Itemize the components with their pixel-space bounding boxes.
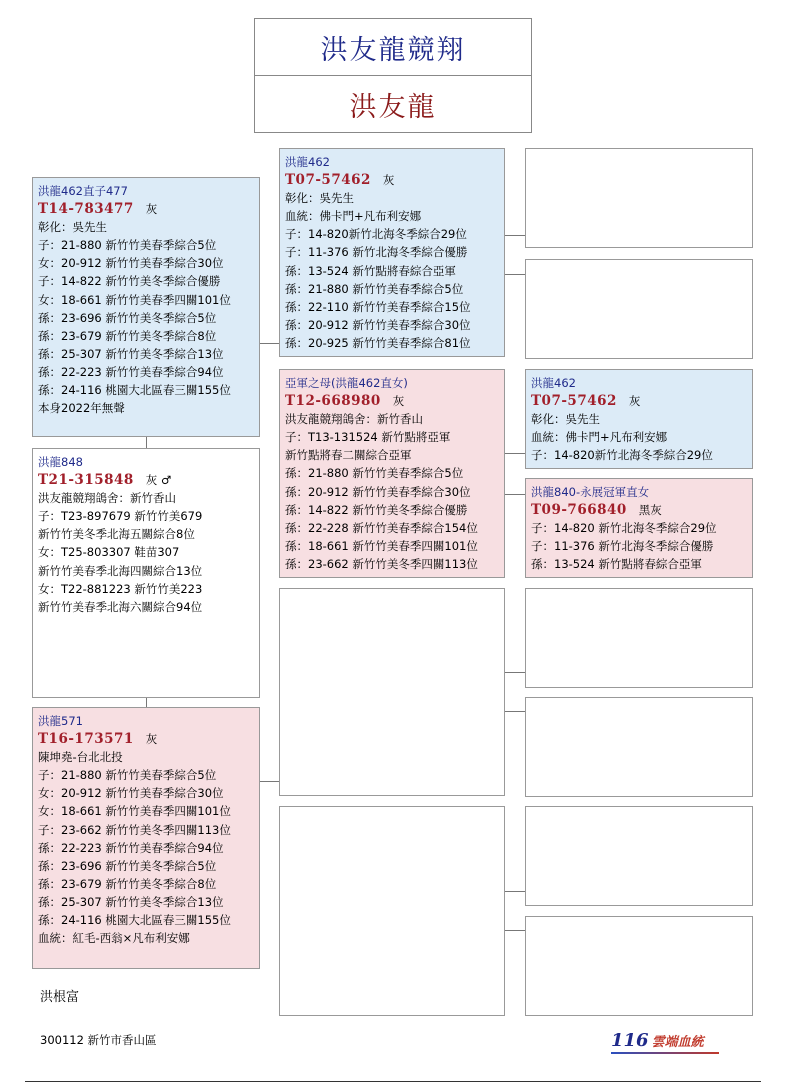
info-line: 孫：23-696 新竹竹美冬季綜合5位: [38, 858, 217, 873]
info-line: 新竹點將春二關綜合亞軍: [285, 448, 412, 463]
info-line: 女：20-912 新竹竹美春季綜合30位: [38, 786, 224, 801]
info-line: 孫：22-110 新竹竹美春季綜合15位: [285, 299, 471, 314]
dam-sire-card: [525, 369, 753, 469]
info-line: 彰化：吳先生: [285, 191, 354, 206]
dam-dam-color: 黑灰: [638, 503, 662, 518]
empty-card-1: [525, 588, 753, 688]
connector: [505, 930, 525, 931]
logo-number: 116: [611, 1030, 649, 1051]
info-line: 孫：18-661 新竹竹美春季四關101位: [285, 538, 478, 553]
info-line: 孫：22-223 新竹竹美春季綜合94位: [38, 364, 224, 379]
breeder-name: 洪根富: [40, 990, 80, 1005]
info-line: 陳坤堯-台北北投: [38, 750, 123, 765]
sire-card: [279, 148, 505, 357]
sire-lines: [285, 189, 504, 352]
empty-card-2: [525, 697, 753, 797]
connector: [146, 698, 147, 707]
info-line: 子：14-820新竹北海冬季綜合29位: [531, 448, 713, 463]
info-line: 孫：20-912 新竹竹美春季綜合30位: [285, 484, 471, 499]
connector: [505, 274, 525, 275]
sire-color: 灰: [382, 173, 395, 188]
info-line: 洪友龍競翔鴿舍：新竹香山: [285, 412, 423, 427]
pigeon-reg: T14-783477: [38, 201, 134, 218]
pigeon-lines: [38, 218, 259, 417]
mate-card: [32, 448, 260, 698]
sire-dam-card: [525, 259, 753, 359]
info-line: 血統：紅毛-西翁×凡布利安娜: [38, 931, 190, 946]
mate-name: 洪龍848: [38, 455, 83, 469]
info-line: 孫：14-822 新竹竹美冬季綜合優勝: [285, 502, 468, 517]
sire-sire-card: [525, 148, 753, 248]
dam-sire-lines: [531, 410, 752, 464]
dam-dam-reg: T09-766840: [531, 502, 627, 519]
connector: [505, 891, 525, 892]
sire-reg: T07-57462: [285, 172, 371, 189]
info-line: 孫：20-912 新竹竹美春季綜合30位: [285, 317, 471, 332]
owner-title: 洪友龍: [349, 91, 437, 123]
pigeon-name: 洪龍462直子477: [38, 184, 128, 198]
info-line: 孫：23-679 新竹竹美冬季綜合8位: [38, 328, 217, 343]
info-line: 孫：24-116 桃園大北區春三關155位: [38, 383, 231, 398]
info-line: 孫：23-696 新竹竹美冬季綜合5位: [38, 310, 217, 325]
dam-color: 灰: [392, 394, 405, 409]
mate-dam-reg: T16-173571: [38, 731, 134, 748]
info-line: 孫：21-880 新竹竹美春季綜合5位: [285, 466, 464, 481]
info-line: 女：T25-803307 鞋苗307: [38, 545, 180, 560]
connector: [505, 711, 525, 712]
info-line: 子：14-822 新竹竹美冬季綜合優勝: [38, 274, 221, 289]
info-line: 血統：佛卡門+凡布利安娜: [531, 430, 668, 445]
info-line: 新竹竹美春季北海四關綜合13位: [38, 563, 203, 578]
dam-card: [279, 369, 505, 578]
info-line: 孫：25-307 新竹竹美冬季綜合13位: [38, 346, 224, 361]
info-line: 孫：21-880 新竹竹美春季綜合5位: [285, 281, 464, 296]
info-line: 新竹竹美冬季北海五關綜合8位: [38, 527, 195, 542]
info-line: 女：20-912 新竹竹美春季綜合30位: [38, 256, 224, 271]
loft-title: 洪友龍競翔: [255, 19, 531, 76]
info-line: 子：14-820 新竹北海冬季綜合29位: [531, 521, 717, 536]
info-line: 孫：23-662 新竹竹美冬季四關113位: [285, 556, 478, 571]
mate-reg: T21-315848: [38, 472, 134, 489]
info-line: 子：21-880 新竹竹美春季綜合5位: [38, 768, 217, 783]
info-line: 本身2022年無聲: [38, 401, 125, 416]
info-line: 新竹竹美春季北海六關綜合94位: [38, 599, 203, 614]
info-line: 孫：25-307 新竹竹美冬季綜合13位: [38, 894, 224, 909]
info-line: 孫：22-228 新竹竹美春季綜合154位: [285, 520, 478, 535]
connector: [505, 235, 525, 236]
connector: [260, 781, 279, 782]
connector: [260, 343, 279, 344]
mate-dam-name: 洪龍571: [38, 714, 83, 728]
bottom-rule: [25, 1081, 761, 1082]
info-line: 子：T13-131524 新竹點將亞軍: [285, 430, 451, 445]
info-line: 孫：24-116 桃園大北區春三關155位: [38, 913, 231, 928]
info-line: 孫：13-524 新竹點將春綜合亞軍: [531, 557, 702, 572]
empty-card-4: [525, 916, 753, 1016]
info-line: 子：11-376 新竹北海冬季綜合優勝: [285, 245, 468, 260]
title-box: [254, 18, 532, 133]
dam-dam-lines: [531, 519, 752, 573]
dam-dam-name: 洪龍840-永展冠軍直女: [531, 485, 650, 499]
connector: [146, 437, 147, 448]
info-line: 洪友龍競翔鴿舍：新竹香山: [38, 491, 176, 506]
info-line: 子：14-820新竹北海冬季綜合29位: [285, 227, 467, 242]
info-line: 女：18-661 新竹竹美春季四關101位: [38, 804, 231, 819]
empty-card-3: [525, 806, 753, 906]
info-line: 血統：佛卡門+凡布利安娜: [285, 209, 422, 224]
connector: [505, 494, 525, 495]
dam-sire-color: 灰: [628, 394, 641, 409]
info-line: 子：21-880 新竹竹美春季綜合5位: [38, 238, 217, 253]
info-line: 孫：20-925 新竹竹美春季綜合81位: [285, 335, 471, 350]
info-line: 女：18-661 新竹竹美春季四關101位: [38, 292, 231, 307]
logo-underline: [611, 1052, 719, 1054]
dam-sire-reg: T07-57462: [531, 393, 617, 410]
sire-name: 洪龍462: [285, 155, 330, 169]
info-line: 子：T23-897679 新竹竹美679: [38, 509, 203, 524]
dam-lines: [285, 410, 504, 573]
mate-dam-lines: [38, 748, 259, 947]
dam-sire-name: 洪龍462: [531, 376, 576, 390]
mate-dam-sire-card: [279, 806, 505, 1016]
pigeon-card: [32, 177, 260, 437]
dam-dam-card: [525, 478, 753, 578]
info-line: 孫：23-679 新竹竹美冬季綜合8位: [38, 876, 217, 891]
info-line: 女：T22-881223 新竹竹美223: [38, 581, 203, 596]
mate-color: 灰 ♂: [145, 473, 172, 488]
info-line: 子：11-376 新竹北海冬季綜合優勝: [531, 539, 714, 554]
mate-dam-color: 灰: [145, 732, 158, 747]
address: 300112 新竹市香山區: [40, 1033, 157, 1047]
info-line: 彰化：吳先生: [531, 412, 600, 427]
logo-text: 雲端血統: [651, 1035, 704, 1050]
info-line: 孫：22-223 新竹竹美春季綜合94位: [38, 840, 224, 855]
mate-dam-card: [32, 707, 260, 969]
dam-reg: T12-668980: [285, 393, 381, 410]
mate-sire-card: [279, 588, 505, 796]
info-line: 子：23-662 新竹竹美冬季四關113位: [38, 822, 231, 837]
dam-name: 亞軍之母(洪龍462直女): [285, 376, 408, 390]
mate-lines: [38, 489, 259, 616]
info-line: 孫：13-524 新竹點將春綜合亞軍: [285, 263, 456, 278]
connector: [505, 672, 525, 673]
connector: [505, 453, 525, 454]
pigeon-color: 灰: [145, 202, 158, 217]
brand-logo: [611, 1030, 704, 1051]
info-line: 彰化：吳先生: [38, 220, 107, 235]
